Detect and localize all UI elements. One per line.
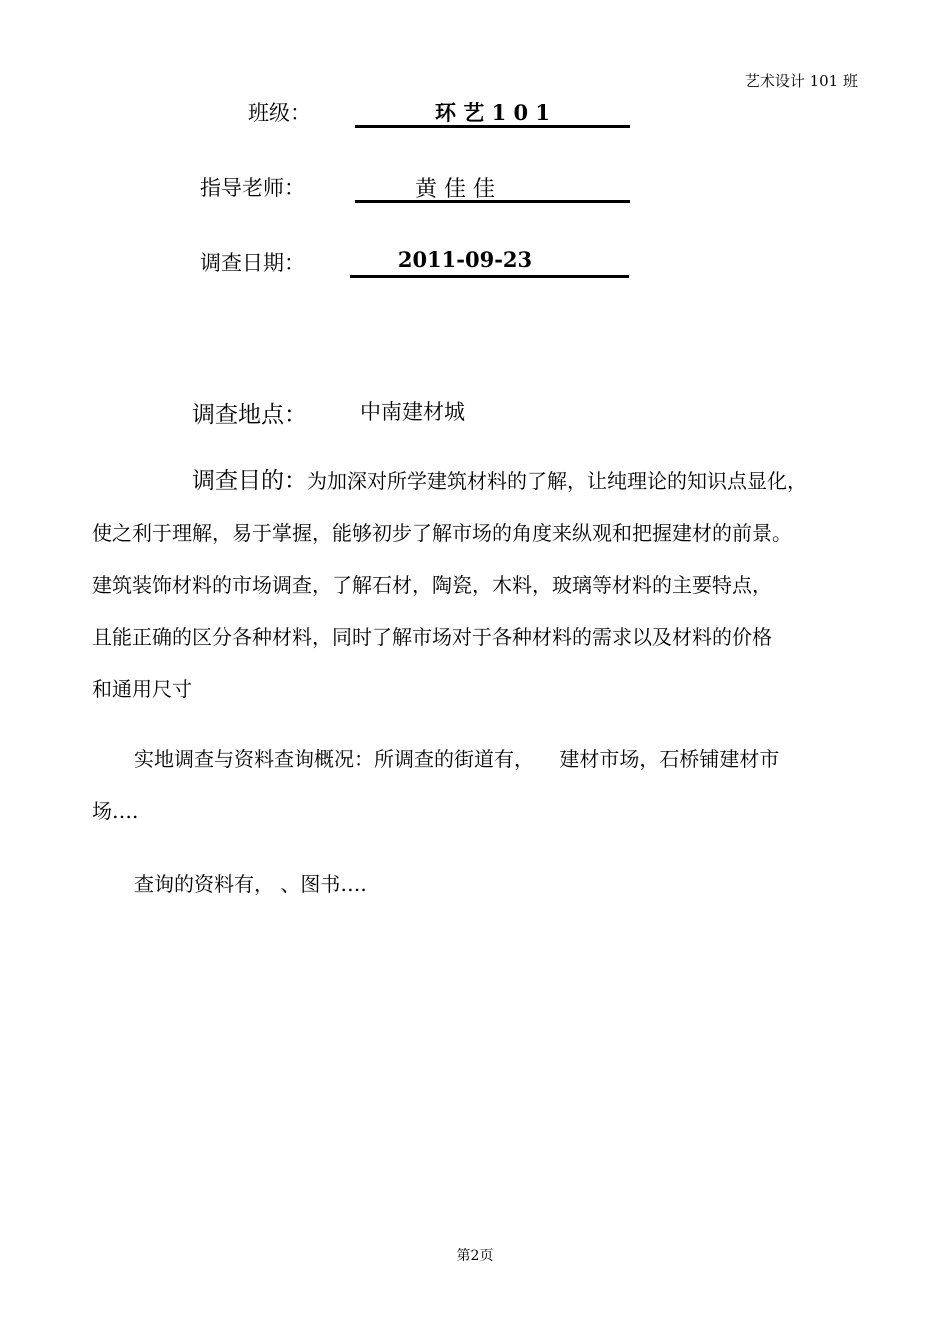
header-note: 艺术设计 101 班 [744, 72, 858, 90]
purpose-text-1: 为加深对所学建筑材料的了解，让纯理论的知识点显化， [307, 469, 807, 493]
class-underline [355, 125, 630, 128]
purpose-line-5: 和通用尺寸 [92, 677, 192, 701]
references-line: 查询的资料有， 、图书…. [134, 872, 367, 896]
survey-line-2: 场…. [92, 799, 139, 823]
purpose-line-4: 且能正确的区分各种材料，同时了解市场对于各种材料的需求以及材料的价格 [92, 625, 772, 649]
date-value: 2011-09-23 [397, 247, 533, 272]
purpose-line-3: 建筑装饰材料的市场调查，了解石材，陶瓷，木料，玻璃等材料的主要特点， [92, 573, 772, 597]
class-label: 班级： [248, 101, 311, 125]
class-value: 环 艺 1 0 1 [434, 100, 551, 125]
location-label: 调查地点： [192, 402, 307, 428]
date-label: 调查日期： [200, 251, 305, 275]
purpose-line-1 [92, 455, 872, 507]
teacher-underline [355, 200, 630, 203]
date-underline [350, 275, 629, 278]
page-number: 第2页 [456, 1248, 494, 1264]
survey-line-1: 实地调查与资料查询概况：所调查的街道有， 建材市场，石桥铺建材市 [134, 747, 780, 771]
purpose-block [92, 455, 872, 715]
purpose-label: 调查目的： [192, 468, 307, 494]
purpose-line-2: 使之利于理解，易于掌握，能够初步了解市场的角度来纵观和把握建材的前景。 [92, 521, 792, 545]
teacher-label: 指导老师： [200, 176, 305, 200]
teacher-value: 黄 佳 佳 [415, 177, 495, 202]
location-value: 中南建材城 [360, 400, 465, 424]
